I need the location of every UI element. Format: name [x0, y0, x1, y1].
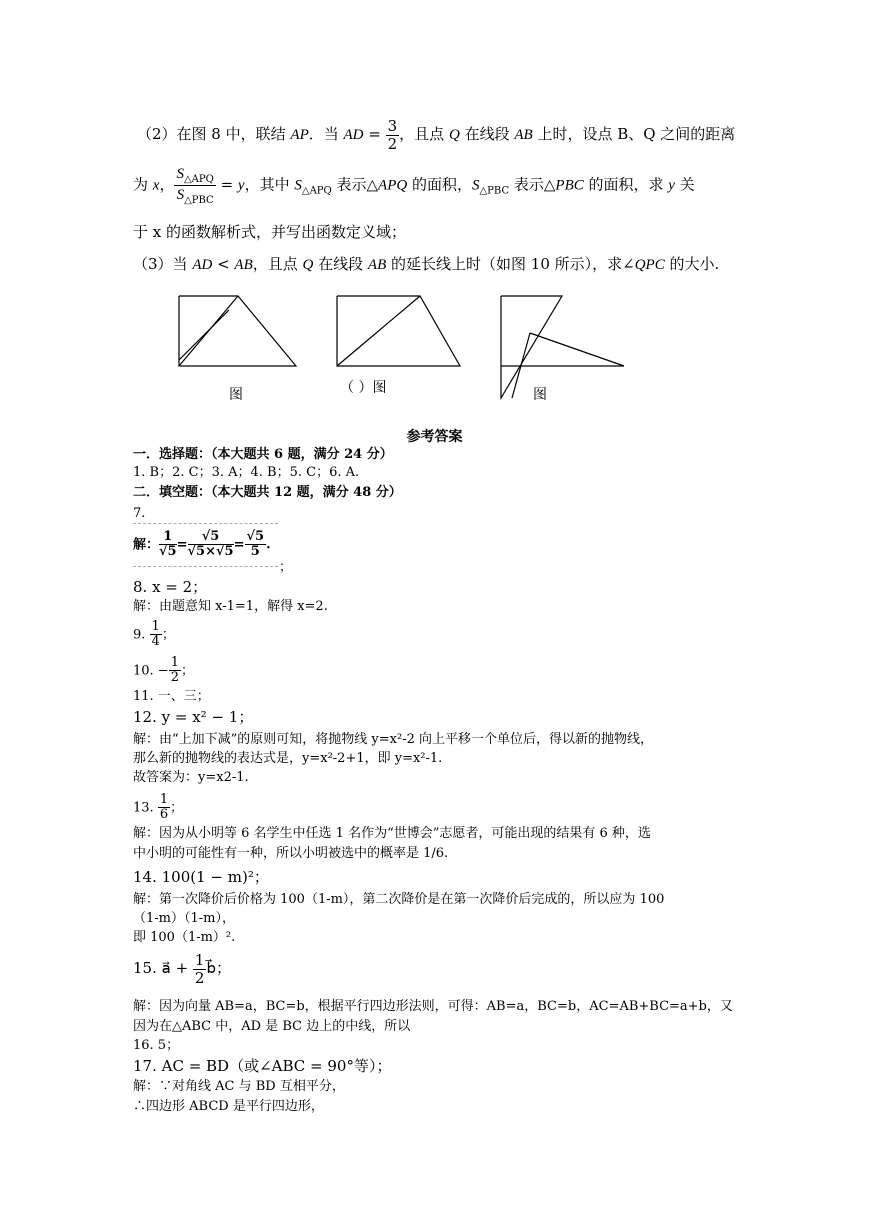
answer-8: 8. x = 2；: [133, 578, 208, 596]
answer-13: 13. $\frac{1}{6}$ ；: [133, 792, 184, 823]
answer-7: 7.: [133, 506, 146, 521]
answer-11: 11. 一、三；: [133, 689, 210, 704]
answer-7-solution: 解： $\frac{1}{√5}$ = $\frac{√5}{√5\times√5}$ = $\frac{√5}{5}$ .: [133, 529, 271, 560]
answers-title: 参考答案: [406, 429, 463, 445]
figure-9: [337, 296, 460, 366]
answer-15-solution-1: 解：因为向量 AB=a，BC=b，根据平行四边形法则，可得：AB=a，BC=b，AC=AB+BC=a+b，又: [133, 999, 733, 1014]
section-1-answers: 1. B；2. C；3. A；4. B；5. C；6. A.: [133, 465, 360, 480]
answer-15: 15. a⃗ + $\frac{1}{2}$ b⃗；: [133, 951, 231, 987]
answer-16: 16. 5；: [133, 1038, 180, 1053]
answer-14-solution-2: （1-m）（1-m），: [133, 911, 235, 926]
answer-14: 14. 100(1 − m)²；: [133, 868, 269, 886]
q3-line: （3）当 AD < AB，且点 Q 在线段 AB 的延长线上时（如图 10 所示），求∠QPC 的大小.: [133, 255, 720, 273]
q2-line2: 为 x， $\frac{S_{\triangle APQ}}{S_{\triangle PBC}}$ = y，其中 $S_{\triangle APQ}$ 表示△APQ 的面积，$S_{\triangle PBC}$ 表示△PBC 的面积，求 y 关: [133, 166, 695, 206]
answer-10: 10. − $\frac{1}{2}$ ；: [133, 655, 194, 686]
section-1-heading: 一．选择题：（本大题共 6 题，满分 24 分）: [133, 447, 393, 462]
q2-line3: 于 x 的函数解析式，并写出函数定义域；: [133, 223, 406, 241]
figure-8-label: 图: [229, 387, 243, 400]
answer-17: 17. AC = BD（或∠ABC = 90°等）；: [133, 1057, 392, 1075]
answer-14-solution-3: 即 100（1-m）².: [133, 930, 236, 945]
answer-12: 12. y = x² − 1；: [133, 708, 254, 726]
fraction-three-halves: $\frac{3}{2}$: [387, 117, 398, 153]
figure-10: [501, 296, 624, 398]
answer-14-solution-1: 解：第一次降价后价格为 100（1-m），第二次降价是在第一次降价后完成的，所以应为 100: [133, 892, 665, 907]
answer-17-solution-1: 解：∵对角线 AC 与 BD 互相平分，: [133, 1079, 345, 1094]
answer-13-solution-1: 解：因为从小明等 6 名学生中任选 1 名作为“世博会”志愿者，可能出现的结果有 6 种，选: [133, 826, 651, 841]
answer-7-box-bottom: [133, 566, 278, 567]
figure-8: [179, 296, 296, 366]
answer-7-tail: ；: [279, 560, 293, 575]
answer-17-solution-2: ∴四边形 ABCD 是平行四边形，: [133, 1099, 324, 1114]
answer-13-solution-2: 中小明的可能性有一种，所以小明被选中的概率是 1/6.: [133, 846, 449, 861]
figures-diagram: [0, 288, 869, 400]
answer-15-solution-2: 因为在△ABC 中，AD 是 BC 边上的中线，所以: [133, 1019, 411, 1034]
answer-12-solution-2: 那么新的抛物线的表达式是，y=x²-2+1，即 y=x²-1.: [133, 751, 443, 766]
area-ratio-fraction: $\frac{S_{\triangle APQ}}{S_{\triangle PBC}}$: [176, 166, 214, 206]
figure-10-label: 图: [533, 387, 547, 400]
figure-9-label: （ ）图: [340, 380, 387, 396]
answer-12-solution-1: 解：由“上加下减”的原则可知，将抛物线 y=x²-2 向上平移一个单位后，得以新的抛物线，: [133, 732, 654, 747]
answer-7-box-top: [133, 523, 278, 524]
q2-line1: （2）在图 8 中，联结 AP．当 AD = $\frac{3}{2}$ ，且点 Q 在线段 AB 上时，设点 B、Q 之间的距离: [137, 117, 736, 153]
answer-8-solution: 解：由题意知 x-1=1，解得 x=2.: [133, 599, 328, 614]
answer-9: 9. $\frac{1}{4}$ ；: [133, 619, 175, 650]
answer-12-solution-3: 故答案为：y=x2-1.: [133, 770, 249, 785]
section-2-heading: 二．填空题：（本大题共 12 题，满分 48 分）: [133, 485, 402, 500]
